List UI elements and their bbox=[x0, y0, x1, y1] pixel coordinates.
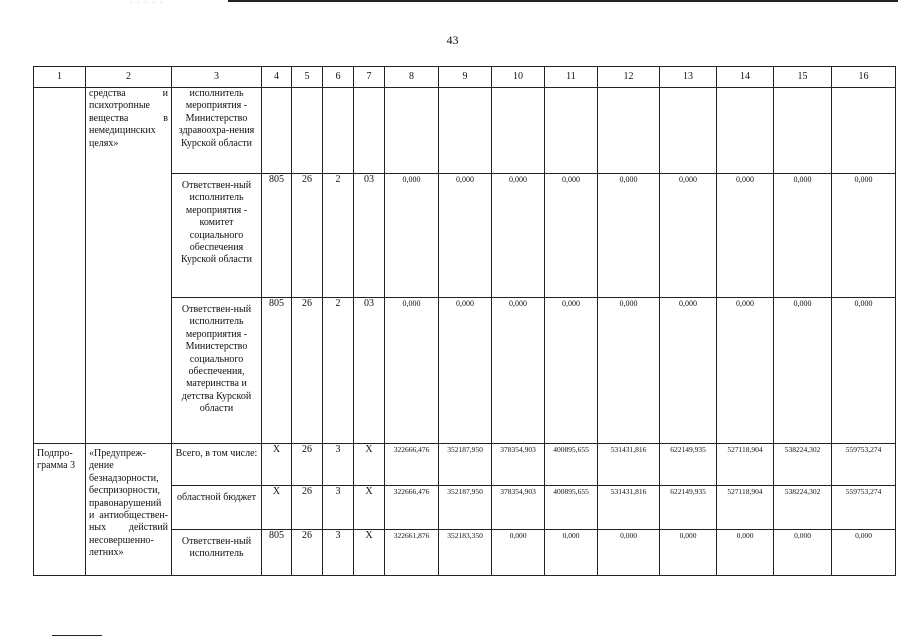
value-cell: 0,000 bbox=[660, 174, 717, 298]
code-cell: 805 bbox=[262, 530, 292, 576]
value-cell: 352183,350 bbox=[439, 530, 492, 576]
value-cell: 0,000 bbox=[545, 174, 598, 298]
value-cell: 622149,935 bbox=[660, 444, 717, 486]
code-cell: 805 bbox=[262, 298, 292, 444]
code-cell: 2 bbox=[323, 174, 354, 298]
header-cell: 12 bbox=[598, 67, 660, 88]
code-cell: 805 bbox=[262, 174, 292, 298]
code-cell: 26 bbox=[292, 174, 323, 298]
value-cell: 0,000 bbox=[385, 298, 439, 444]
value-cell: 322666,476 bbox=[385, 486, 439, 530]
value-cell: 0,000 bbox=[774, 530, 832, 576]
value-cell: 378354,903 bbox=[492, 444, 545, 486]
value-cell: 0,000 bbox=[492, 174, 545, 298]
header-cell: 6 bbox=[323, 67, 354, 88]
code-cell: 03 bbox=[354, 174, 385, 298]
measure-name-cell: средства и психотропные вещества в немедицинских целях» bbox=[86, 88, 172, 444]
empty-cell bbox=[439, 88, 492, 174]
code-cell: 26 bbox=[292, 444, 323, 486]
code-cell: Х bbox=[262, 444, 292, 486]
code-cell: 2 bbox=[323, 298, 354, 444]
code-cell: 03 bbox=[354, 298, 385, 444]
value-cell: 559753,274 bbox=[832, 486, 896, 530]
empty-cell bbox=[660, 88, 717, 174]
code-cell: Х bbox=[354, 530, 385, 576]
code-cell: 26 bbox=[292, 486, 323, 530]
empty-cell bbox=[323, 88, 354, 174]
value-cell: 0,000 bbox=[492, 530, 545, 576]
value-cell: 0,000 bbox=[598, 174, 660, 298]
value-cell: 622149,935 bbox=[660, 486, 717, 530]
empty-cell bbox=[354, 88, 385, 174]
header-cell: 9 bbox=[439, 67, 492, 88]
value-cell: 0,000 bbox=[832, 298, 896, 444]
executor-cell: Ответствен-ный исполнитель мероприятия - комитет социального обеспечения Курской области bbox=[172, 174, 262, 298]
header-cell: 8 bbox=[385, 67, 439, 88]
value-cell: 559753,274 bbox=[832, 444, 896, 486]
scan-artifact: · · · · · bbox=[130, 0, 164, 6]
empty-cell bbox=[34, 88, 86, 444]
code-cell: 26 bbox=[292, 530, 323, 576]
value-cell: 0,000 bbox=[439, 174, 492, 298]
value-cell: 0,000 bbox=[717, 298, 774, 444]
value-cell: 0,000 bbox=[832, 530, 896, 576]
budget-label-cell: областной бюджет bbox=[172, 486, 262, 530]
executor-cell: Ответствен-ный исполнитель мероприятия - Министерство социального обеспечения, материнства и детства Курской области bbox=[172, 298, 262, 444]
empty-cell bbox=[774, 88, 832, 174]
empty-cell bbox=[385, 88, 439, 174]
header-cell: 15 bbox=[774, 67, 832, 88]
executor-cell: Ответствен-ный исполнитель bbox=[172, 530, 262, 576]
header-cell: 2 bbox=[86, 67, 172, 88]
empty-cell bbox=[292, 88, 323, 174]
header-cell: 11 bbox=[545, 67, 598, 88]
header-cell: 7 bbox=[354, 67, 385, 88]
header-cell: 5 bbox=[292, 67, 323, 88]
value-cell: 0,000 bbox=[660, 298, 717, 444]
header-cell: 1 bbox=[34, 67, 86, 88]
top-rule bbox=[228, 0, 898, 2]
header-cell: 4 bbox=[262, 67, 292, 88]
code-cell: Х bbox=[354, 486, 385, 530]
value-cell: 0,000 bbox=[774, 298, 832, 444]
value-cell: 400895,655 bbox=[545, 486, 598, 530]
value-cell: 0,000 bbox=[492, 298, 545, 444]
value-cell: 0,000 bbox=[598, 298, 660, 444]
value-cell: 322661,876 bbox=[385, 530, 439, 576]
executor-cell: исполнитель мероприятия - Министерство здравоохра-нения Курской области bbox=[172, 88, 262, 174]
value-cell: 0,000 bbox=[439, 298, 492, 444]
footnote-rule bbox=[52, 635, 102, 636]
value-cell: 378354,903 bbox=[492, 486, 545, 530]
value-cell: 538224,302 bbox=[774, 486, 832, 530]
value-cell: 531431,816 bbox=[598, 486, 660, 530]
value-cell: 0,000 bbox=[545, 298, 598, 444]
code-cell: 3 bbox=[323, 530, 354, 576]
empty-cell bbox=[717, 88, 774, 174]
value-cell: 527118,904 bbox=[717, 444, 774, 486]
code-cell: Х bbox=[354, 444, 385, 486]
header-cell: 14 bbox=[717, 67, 774, 88]
empty-cell bbox=[832, 88, 896, 174]
header-cell: 13 bbox=[660, 67, 717, 88]
value-cell: 0,000 bbox=[660, 530, 717, 576]
code-cell: 3 bbox=[323, 486, 354, 530]
value-cell: 0,000 bbox=[598, 530, 660, 576]
subprogram-name-cell: «Предупреж-дение безнадзорности, беспризорности, правонарушений и антиобществен-ных действий несовершенно-летних» bbox=[86, 444, 172, 576]
value-cell: 322666,476 bbox=[385, 444, 439, 486]
value-cell: 0,000 bbox=[717, 174, 774, 298]
total-label-cell: Всего, в том числе: bbox=[172, 444, 262, 486]
code-cell: Х bbox=[262, 486, 292, 530]
value-cell: 352187,950 bbox=[439, 486, 492, 530]
value-cell: 352187,950 bbox=[439, 444, 492, 486]
value-cell: 531431,816 bbox=[598, 444, 660, 486]
value-cell: 0,000 bbox=[832, 174, 896, 298]
empty-cell bbox=[545, 88, 598, 174]
value-cell: 0,000 bbox=[385, 174, 439, 298]
header-cell: 3 bbox=[172, 67, 262, 88]
value-cell: 400895,655 bbox=[545, 444, 598, 486]
page-number: 43 bbox=[446, 33, 459, 47]
table-row bbox=[34, 444, 896, 486]
table-row bbox=[34, 88, 896, 174]
subprogram-label-cell: Подпро-грамма 3 bbox=[34, 444, 86, 576]
budget-table bbox=[33, 66, 896, 576]
empty-cell bbox=[262, 88, 292, 174]
value-cell: 538224,302 bbox=[774, 444, 832, 486]
header-row bbox=[34, 67, 896, 88]
header-cell: 16 bbox=[832, 67, 896, 88]
value-cell: 0,000 bbox=[774, 174, 832, 298]
value-cell: 0,000 bbox=[717, 530, 774, 576]
value-cell: 527118,904 bbox=[717, 486, 774, 530]
code-cell: 3 bbox=[323, 444, 354, 486]
value-cell: 0,000 bbox=[545, 530, 598, 576]
code-cell: 26 bbox=[292, 298, 323, 444]
empty-cell bbox=[492, 88, 545, 174]
empty-cell bbox=[598, 88, 660, 174]
header-cell: 10 bbox=[492, 67, 545, 88]
